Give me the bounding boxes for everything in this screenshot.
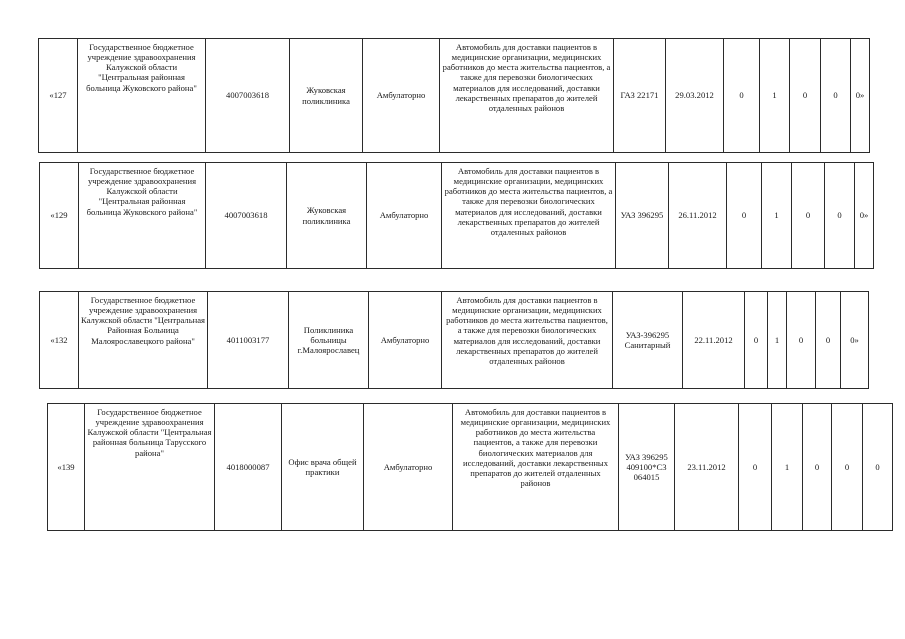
count-cell: 0	[832, 404, 863, 531]
count-cell: 1	[768, 292, 787, 389]
row-number: «129	[40, 163, 79, 269]
organization-name: Государственное бюджетное учреждение здравоохранения Калужской области "Центральная районная больница Жуковского района"	[78, 39, 206, 153]
care-type: Амбулаторно	[369, 292, 442, 389]
subdivision-name: Офис врача общей практики	[282, 404, 364, 531]
table-row	[40, 292, 869, 389]
count-cell: 0»	[841, 292, 869, 389]
subdivision-name: Поликлиника больницы г.Малоярославец	[289, 292, 369, 389]
row-number: «132	[40, 292, 79, 389]
organization-name: Государственное бюджетное учреждение здравоохранения Калужской области "Центральная районная больница Жуковского района"	[79, 163, 206, 269]
table-row	[40, 163, 874, 269]
count-cell: 0	[792, 163, 825, 269]
subdivision-name: Жуковская поликлиника	[290, 39, 363, 153]
table-fragment-132	[39, 291, 869, 389]
registration-date: 22.11.2012	[683, 292, 745, 389]
count-cell: 1	[762, 163, 792, 269]
vehicle-model: УАЗ-396295 Санитарный	[613, 292, 683, 389]
row-number: «139	[48, 404, 85, 531]
vehicle-purpose: Автомобиль для доставки пациентов в медицинские организации, медицинских работников до места жительства пациентов, а также для перевозки биологических материалов для исследований, доставки лекарственных препаратов до жителей отдаленных районов	[442, 292, 613, 389]
inn-value: 4018000087	[215, 404, 282, 531]
count-cell: 0	[821, 39, 851, 153]
count-cell: 0	[727, 163, 762, 269]
inn-value: 4007003618	[206, 39, 290, 153]
inn-value: 4007003618	[206, 163, 287, 269]
inn-value: 4011003177	[208, 292, 289, 389]
organization-name: Государственное бюджетное учреждение здравоохранения Калужской области "Центральная районная больница Тарусского района"	[85, 404, 215, 531]
count-cell: 0»	[855, 163, 874, 269]
vehicle-purpose: Автомобиль для доставки пациентов в медицинские организации, медицинских работников до места жительства пациентов, а также для перевозки биологических материалов для исследований, доставки лекарственных препаратов до жителей отдаленных районов	[453, 404, 619, 531]
count-cell: 0	[816, 292, 841, 389]
vehicle-model: УАЗ 396295 409100*С3 064015	[619, 404, 675, 531]
table-row	[48, 404, 893, 531]
vehicle-model: УАЗ 396295	[616, 163, 669, 269]
count-cell: 1	[760, 39, 790, 153]
count-cell: 1	[772, 404, 803, 531]
registration-date: 26.11.2012	[669, 163, 727, 269]
count-cell: 0	[739, 404, 772, 531]
count-cell: 0	[724, 39, 760, 153]
table-row	[39, 39, 870, 153]
organization-name: Государственное бюджетное учреждение здравоохранения Калужской области "Центральная Районная Больница Малоярославецкого района"	[79, 292, 208, 389]
row-number: «127	[39, 39, 78, 153]
count-cell: 0	[787, 292, 816, 389]
vehicle-model: ГАЗ 22171	[614, 39, 666, 153]
count-cell: 0	[863, 404, 893, 531]
registration-date: 23.11.2012	[675, 404, 739, 531]
count-cell: 0»	[851, 39, 870, 153]
count-cell: 0	[790, 39, 821, 153]
count-cell: 0	[803, 404, 832, 531]
registration-date: 29.03.2012	[666, 39, 724, 153]
table-fragment-139	[47, 403, 893, 531]
vehicle-purpose: Автомобиль для доставки пациентов в медицинские организации, медицинских работников до места жительства пациентов, а также для перевозки биологических материалов для исследований, доставки лекарственных препаратов до жителей отдаленных районов	[440, 39, 614, 153]
count-cell: 0	[745, 292, 768, 389]
vehicle-purpose: Автомобиль для доставки пациентов в медицинские организации, медицинских работников до места жительства пациентов, а также для перевозки биологических материалов для исследований, доставки лекарственных препаратов до жителей отдаленных районов	[442, 163, 616, 269]
table-fragment-129	[39, 162, 874, 269]
subdivision-name: Жуковская поликлиника	[287, 163, 367, 269]
table-fragment-127	[38, 38, 870, 153]
care-type: Амбулаторно	[364, 404, 453, 531]
count-cell: 0	[825, 163, 855, 269]
care-type: Амбулаторно	[363, 39, 440, 153]
care-type: Амбулаторно	[367, 163, 442, 269]
